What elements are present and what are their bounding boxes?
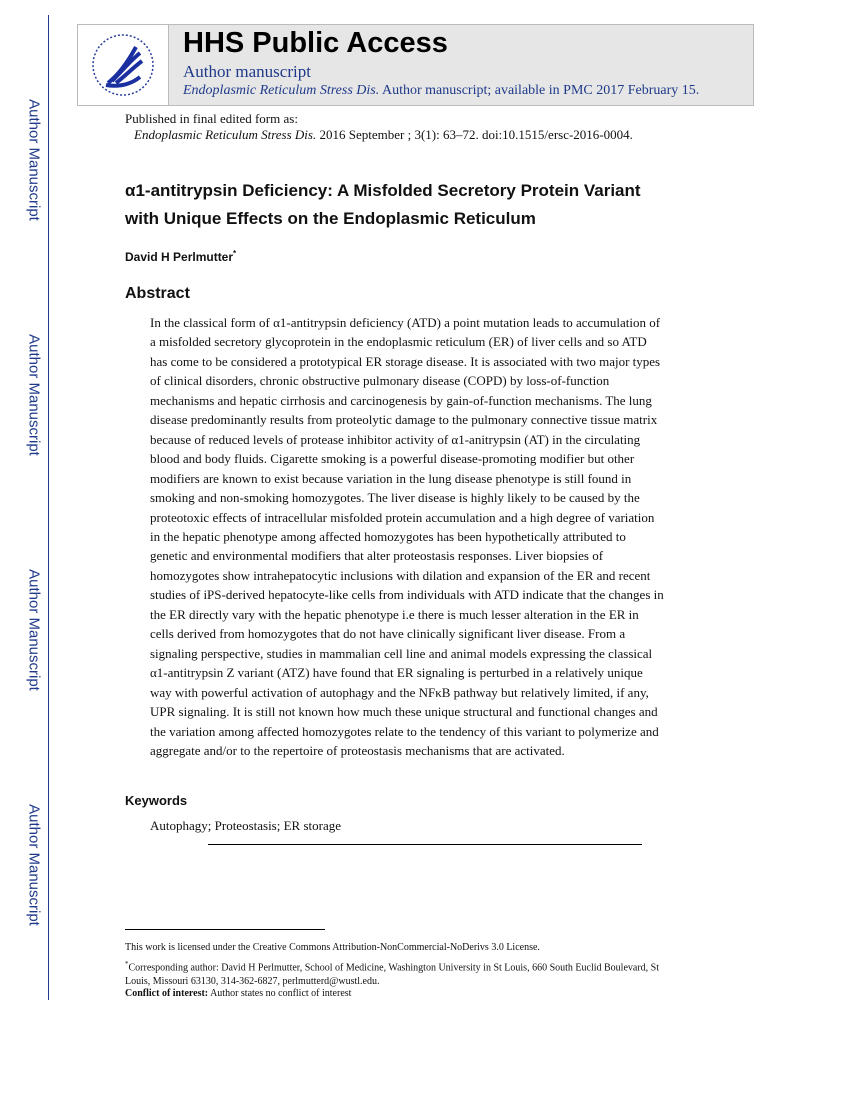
journal-name: Endoplasmic Reticulum Stress Dis.	[134, 127, 317, 142]
abstract-line: mechanisms and hepatic cirrhosis and carcinogenesis by gain-of-function mechanisms. The lung	[150, 392, 652, 408]
abstract-line: modifiers are known to exist because variation in the lung disease phenotype is still found in	[150, 470, 632, 486]
abstract-line: signaling perspective, studies in mammalian cell line and animal models expressing the classical	[150, 645, 653, 661]
abstract-line: smoking and non-smoking homozygotes. The liver disease is highly likely to be caused by the	[150, 490, 640, 506]
abstract-body	[150, 313, 664, 760]
corresponding-note	[125, 957, 659, 989]
keywords-heading: Keywords	[125, 793, 188, 808]
author-name	[125, 249, 236, 264]
published-label: Published in final edited form as:	[125, 111, 298, 126]
corresponding-line: Louis, Missouri 63130, 314-362-6827, perlmutterd@wustl.edu.	[125, 976, 380, 988]
license-note: This work is licensed under the Creative Commons Attribution-NonCommercial-NoDerivs 3.0 License.	[125, 942, 540, 953]
published-citation	[134, 127, 633, 143]
abstract-line: blood and body fluids. Cigarette smoking is a powerful disease-promoting modifier but other	[150, 451, 635, 467]
abstract-line: aggregate and/or to the repertoire of proteostasis mechanisms that are activated.	[150, 742, 565, 758]
side-label-text: Author Manuscript	[25, 804, 43, 926]
abstract-line: disease predominantly results from proteolytic damage to the pulmonary connective tissue matrix	[150, 412, 658, 428]
banner-title: HHS Public Access	[183, 27, 448, 59]
conflict-text: Author states no conflict of interest	[210, 988, 352, 999]
abstract-line: in the hepatic phenotype among affected homozygotes has been hypothetically attributed to	[150, 528, 626, 544]
footnote-mark: *	[125, 960, 129, 968]
abstract-line: the variation among affected homozygotes relate to the tendency of this variant to polymerize and	[150, 723, 659, 739]
side-label	[24, 80, 44, 240]
hhs-banner	[77, 24, 754, 106]
abstract-line: homozygotes show intrahepatocytic inclusions with dilation and expansion of the ER and recent	[150, 567, 651, 583]
abstract-line: UPR signaling. It is still not known how much these unique structural and functional changes and	[150, 704, 658, 720]
conflict-note	[125, 987, 351, 1001]
banner-availability	[183, 83, 699, 99]
abstract-line: α1-antitrypsin Z variant (ATZ) have found that ER signaling is perturbed in a relatively unique	[150, 665, 643, 681]
side-label-text: Author Manuscript	[25, 569, 43, 691]
author-footnote-mark: *	[233, 249, 237, 258]
conflict-label: Conflict of interest:	[125, 988, 209, 999]
title-line: with Unique Effects on the Endoplasmic Reticulum	[125, 209, 536, 228]
abstract-line: a misfolded secretory glycoprotein in the endoplasmic reticulum (ER) of liver cells and so ATD	[150, 334, 647, 350]
side-label	[24, 550, 44, 710]
section-divider	[208, 844, 642, 845]
abstract-line: way with powerful activation of autophagy and the NFκB pathway but relatively limited, if any,	[150, 684, 649, 700]
abstract-line: In the classical form of α1-antitrypsin deficiency (ATD) a point mutation leads to accumulation of	[150, 315, 661, 330]
abstract-line: of clinical disorders, chronic obstructive pulmonary disease (COPD) by loss-of-function	[150, 373, 610, 389]
article-title	[125, 177, 641, 233]
footnote-divider	[125, 929, 325, 930]
abstract-line: studies of iPS-derived hepatocyte-like cells from individuals with ATD indicate that the changes in	[150, 587, 664, 603]
abstract-line: the ER directly vary with the hepatic phenotype i.e there is much lesser alteration in the ER in	[150, 606, 639, 622]
journal-name: Endoplasmic Reticulum Stress Dis.	[183, 83, 380, 98]
citation-text: 2016 September ; 3(1): 63–72. doi:10.1515/ersc-2016-0004.	[319, 127, 633, 142]
title-line: α1-antitrypsin Deficiency: A Misfolded Secretory Protein Variant	[125, 181, 641, 200]
banner-subtitle: Author manuscript	[183, 62, 311, 81]
abstract-line: cells derived from homozygotes that do not have clinically significant liver disease. From a	[150, 626, 626, 642]
margin-rule	[48, 15, 49, 1000]
abstract-heading: Abstract	[125, 285, 190, 302]
abstract-line: has come to be considered a prototypical ER storage disease. It is associated with two major types	[150, 353, 661, 369]
keywords-text: Autophagy; Proteostasis; ER storage	[150, 818, 342, 833]
corresponding-line: Corresponding author: David H Perlmutter, School of Medicine, Washington University in St Louis, 660 South Euclid Boulevard, St	[128, 962, 660, 974]
abstract-line: because of reduced levels of protease inhibitor activity of α1-anitrypsin (AT) in the circulating	[150, 431, 641, 447]
side-label-text: Author Manuscript	[25, 99, 43, 221]
side-label-text: Author Manuscript	[25, 334, 43, 456]
abstract-line: proteotoxic effects of intracellular misfolded protein accumulation and a high degree of variation	[150, 509, 655, 525]
side-label	[24, 315, 44, 475]
side-label	[24, 785, 44, 945]
hhs-logo-icon	[78, 25, 169, 105]
availability-text: Author manuscript; available in PMC 2017 February 15.	[381, 83, 700, 98]
author-text: David H Perlmutter	[125, 250, 234, 264]
abstract-line: genetic and environmental modifiers that alter proteostasis responses. Liver biopsies of	[150, 548, 604, 564]
